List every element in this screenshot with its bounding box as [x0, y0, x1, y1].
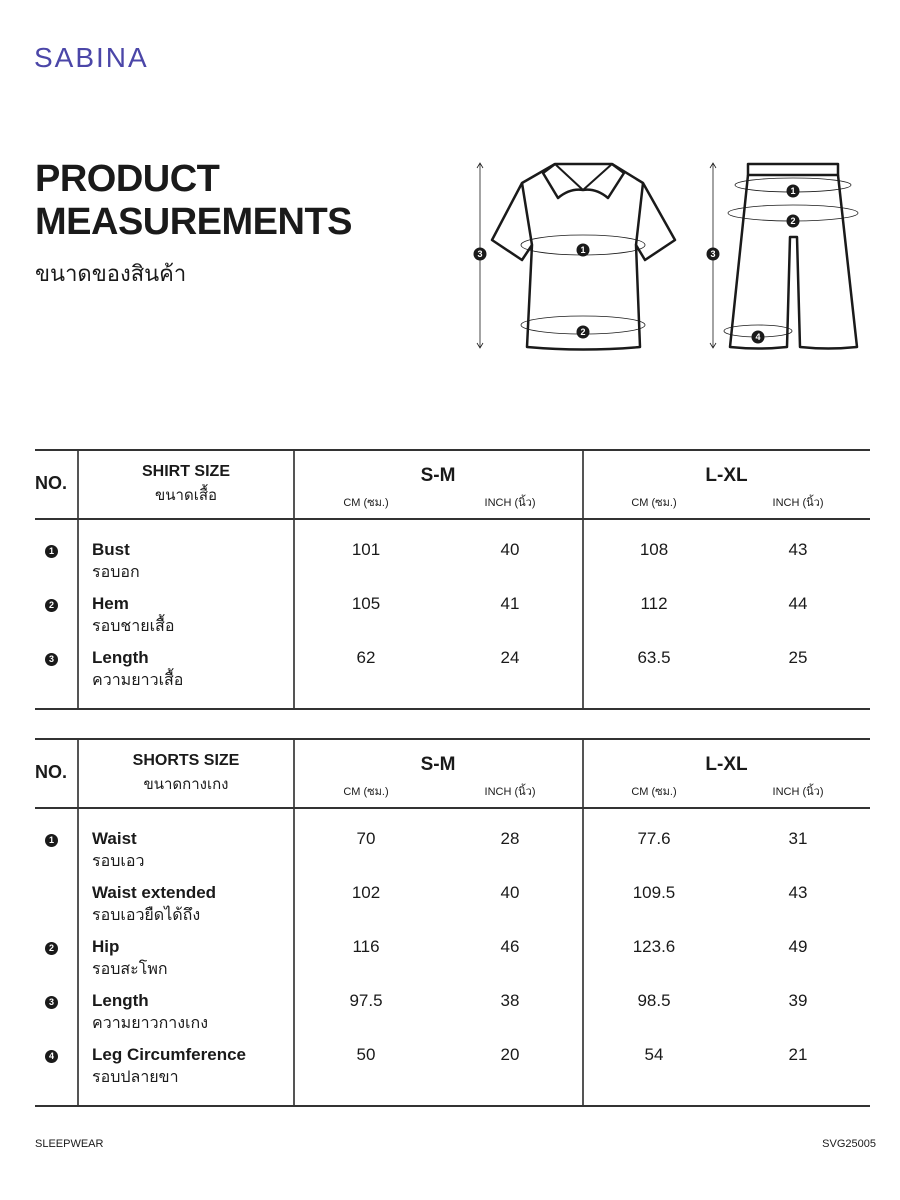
measurement-value: 102 — [351, 883, 381, 902]
shorts-marker-label: 1 — [790, 186, 796, 196]
measurement-value: 108 — [639, 540, 669, 559]
marker-badge: 2 — [45, 942, 58, 955]
measurement-name-thai: ความยาวเสื้อ — [92, 672, 184, 689]
measurement-value: 101 — [351, 540, 381, 559]
page-subtitle: ขนาดของสินค้า — [35, 261, 187, 286]
measurement-value: 77.6 — [637, 829, 671, 848]
measurement-name: Hip — [92, 937, 120, 956]
measurement-value: 105 — [351, 594, 381, 613]
unit-header: INCH (นิ้ว) — [772, 497, 824, 509]
size-group-l-xl: L-XL — [705, 465, 748, 486]
marker-badge: 2 — [45, 599, 58, 612]
measurement-name: Waist extended — [92, 883, 217, 902]
table-row — [35, 937, 870, 991]
shirt-illustration — [492, 164, 675, 350]
size-group-l-xl: L-XL — [705, 754, 748, 775]
unit-header: CM (ซม.) — [631, 786, 677, 798]
measurement-value: 123.6 — [632, 937, 676, 956]
measurement-name-thai: รอบสะโพก — [92, 961, 168, 978]
unit-header: INCH (นิ้ว) — [484, 786, 536, 798]
brand-logo: SABINA — [34, 42, 149, 73]
no-header: NO. — [35, 762, 68, 782]
measurement-value: 44 — [788, 594, 808, 613]
table-header — [35, 451, 870, 520]
shorts-size-table — [35, 738, 870, 1107]
measurement-value: 25 — [788, 648, 808, 667]
shirt-size-table — [35, 449, 870, 710]
marker-badge: 3 — [45, 996, 58, 1009]
measurement-name: Length — [92, 991, 149, 1010]
garment-diagram — [0, 0, 900, 400]
measurement-value: 20 — [500, 1045, 520, 1064]
measurement-value: 112 — [640, 594, 668, 613]
measurement-name-thai: รอบอก — [92, 564, 140, 581]
measurement-name: Length — [92, 648, 149, 667]
unit-header: CM (ซม.) — [631, 497, 677, 509]
marker-badge: 4 — [45, 1050, 58, 1063]
measurement-value: 97.5 — [349, 991, 383, 1010]
measurement-name-thai: รอบปลายขา — [92, 1069, 179, 1086]
measurement-value: 98.5 — [637, 991, 671, 1010]
measurement-value: 109.5 — [632, 883, 676, 902]
table-row — [35, 648, 870, 702]
measurement-value: 31 — [788, 829, 808, 848]
size-header: SHIRT SIZE — [141, 463, 230, 480]
measurement-value: 43 — [788, 883, 808, 902]
measurement-name-thai: ความยาวกางเกง — [92, 1015, 209, 1032]
marker-badge: 1 — [45, 834, 58, 847]
size-header: SHORTS SIZE — [132, 752, 240, 769]
measurement-value: 28 — [500, 829, 520, 848]
measurement-value: 54 — [644, 1045, 664, 1064]
measurement-value: 46 — [500, 937, 520, 956]
measurement-value: 63.5 — [637, 648, 671, 667]
measurement-value: 21 — [788, 1045, 808, 1064]
table-body — [35, 520, 870, 708]
table-row — [35, 883, 870, 937]
shorts-marker-label: 2 — [790, 216, 796, 226]
measurement-value: 24 — [500, 648, 520, 667]
unit-header: INCH (นิ้ว) — [772, 786, 824, 798]
unit-header: INCH (นิ้ว) — [484, 497, 536, 509]
table-row — [35, 594, 870, 648]
shirt-marker-label: 2 — [580, 327, 586, 337]
measurement-value: 38 — [500, 991, 520, 1010]
measurement-name: Hem — [92, 594, 129, 613]
size-header-thai: ขนาดกางเกง — [143, 776, 229, 793]
measurement-name: Leg Circumference — [92, 1045, 246, 1064]
measurement-name: Bust — [92, 540, 130, 559]
table-row — [35, 1045, 870, 1099]
no-header: NO. — [35, 473, 68, 493]
measurement-value: 70 — [356, 829, 376, 848]
marker-badge: 3 — [45, 653, 58, 666]
title-line-1: PRODUCT — [35, 158, 220, 200]
measurement-value: 62 — [356, 648, 376, 667]
table-row — [35, 991, 870, 1045]
measurement-name: Waist — [92, 829, 137, 848]
title-line-2: MEASUREMENTS — [35, 201, 353, 243]
shirt-measure-lines — [477, 163, 645, 348]
measurement-value: 39 — [788, 991, 808, 1010]
size-header-thai: ขนาดเสื้อ — [155, 487, 217, 504]
measurement-value: 49 — [788, 937, 808, 956]
measurement-value: 116 — [352, 937, 380, 956]
size-group-s-m: S-M — [420, 754, 456, 775]
marker-badge: 1 — [45, 545, 58, 558]
shirt-marker-label: 3 — [477, 249, 483, 259]
measurement-value: 40 — [500, 540, 520, 559]
measurement-value: 41 — [500, 594, 520, 613]
unit-header: CM (ซม.) — [343, 786, 389, 798]
footer-category: SLEEPWEAR — [35, 1138, 104, 1150]
measurement-name-thai: รอบเอว — [92, 853, 145, 870]
measurement-name-thai: รอบชายเสื้อ — [92, 618, 175, 635]
shorts-marker-label: 3 — [710, 249, 716, 259]
table-body — [35, 809, 870, 1105]
footer-sku: SVG25005 — [822, 1138, 876, 1150]
measurement-value: 43 — [788, 540, 808, 559]
shirt-marker-label: 1 — [580, 245, 586, 255]
measurement-value: 50 — [356, 1045, 376, 1064]
measurement-value: 40 — [500, 883, 520, 902]
measurement-name-thai: รอบเอวยืดได้ถึง — [92, 907, 201, 924]
table-row — [35, 829, 870, 883]
unit-header: CM (ซม.) — [343, 497, 389, 509]
shorts-marker-label: 4 — [755, 332, 761, 342]
table-row — [35, 540, 870, 594]
table-header — [35, 740, 870, 809]
size-group-s-m: S-M — [420, 465, 456, 486]
